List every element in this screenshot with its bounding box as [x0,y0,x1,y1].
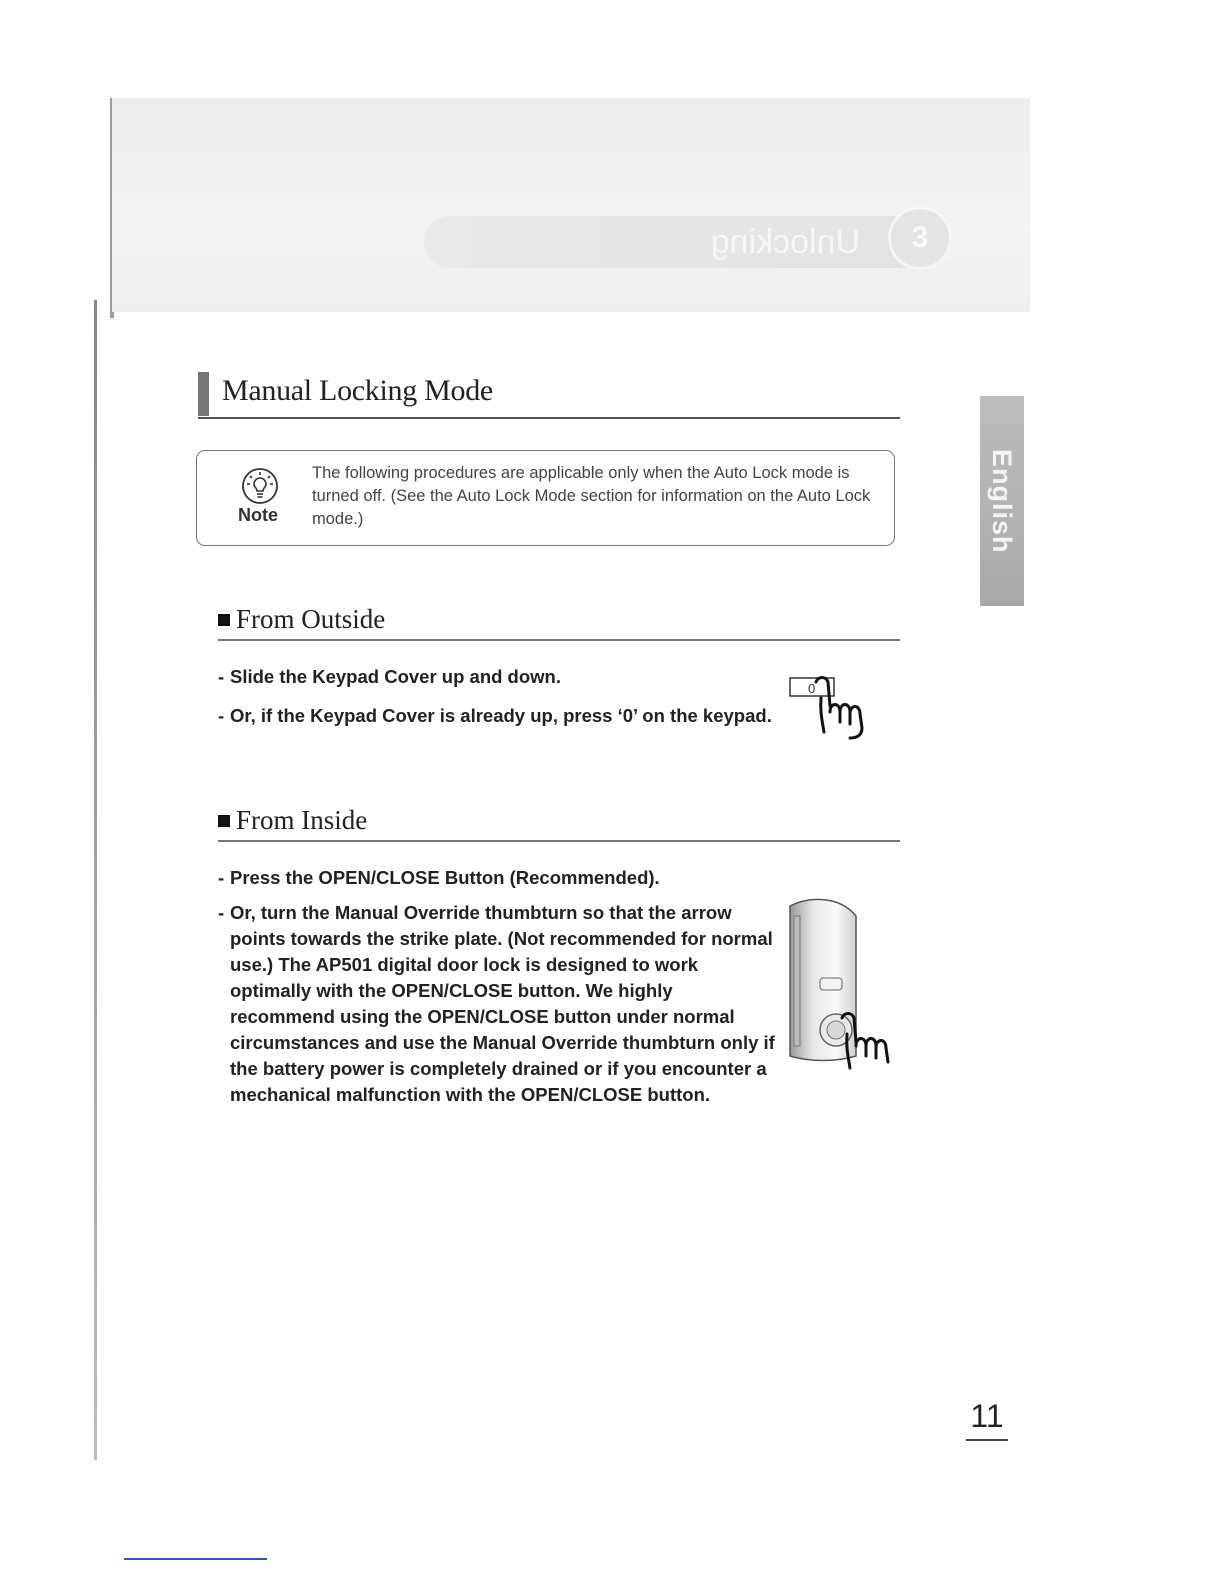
chapter-header-banner [112,98,1030,312]
page-binding-edge [94,300,97,1460]
page-number: 11 [970,1398,1004,1434]
bullet-square-icon [218,614,230,626]
from-outside-rule [218,639,900,641]
from-inside-title: From Inside [236,805,368,835]
language-tab-label: English [987,448,1017,554]
from-inside-rule [218,840,900,842]
chapter-title-bleedthrough: Unlocking [710,223,860,261]
section-title-rule [198,417,900,419]
from-inside-heading [218,805,367,836]
section-title: Manual Locking Mode [222,374,493,407]
keypad-key-label: 0 [808,681,816,696]
inside-bullet-2: - Or, turn the Manual Override thumbturn so that the arrow points towards the strike plate. (Not recommended for normal use.) The AP501 digital door lock is designed to work optimally with the OPEN/CLOSE button. We highly recommend using the OPEN/CLOSE button under normal circumstances and use the Manual Override thumbturn only if the battery power is completely drained or if you encounter a mechanical malfunction with the OPEN/CLOSE button. [218,902,775,1105]
language-side-tab [980,396,1024,606]
from-outside-title: From Outside [236,604,386,634]
chapter-number-badge: 3 [888,206,952,270]
lightbulb-icon [240,466,280,506]
bullet-square-icon [218,815,230,827]
section-heading-marker [198,372,209,416]
inside-bullet-1: - Press the OPEN/CLOSE Button (Recommended). [218,867,660,888]
bottom-edge-line [124,1558,267,1560]
outside-bullet-2: - Or, if the Keypad Cover is already up, press ‘0’ on the keypad. [218,705,772,726]
note-text: The following procedures are applicable only when the Auto Lock mode is turned off. (See the Auto Lock Mode section for information on the Auto Lock mode.) [312,464,871,528]
door-lock-illustration [780,894,912,1074]
outside-bullet-1: - Slide the Keypad Cover up and down. [218,666,561,687]
note-label: Note [238,505,278,525]
page-number-rule [966,1439,1008,1441]
keypad-press-illustration [786,672,910,744]
from-outside-heading [218,604,385,635]
